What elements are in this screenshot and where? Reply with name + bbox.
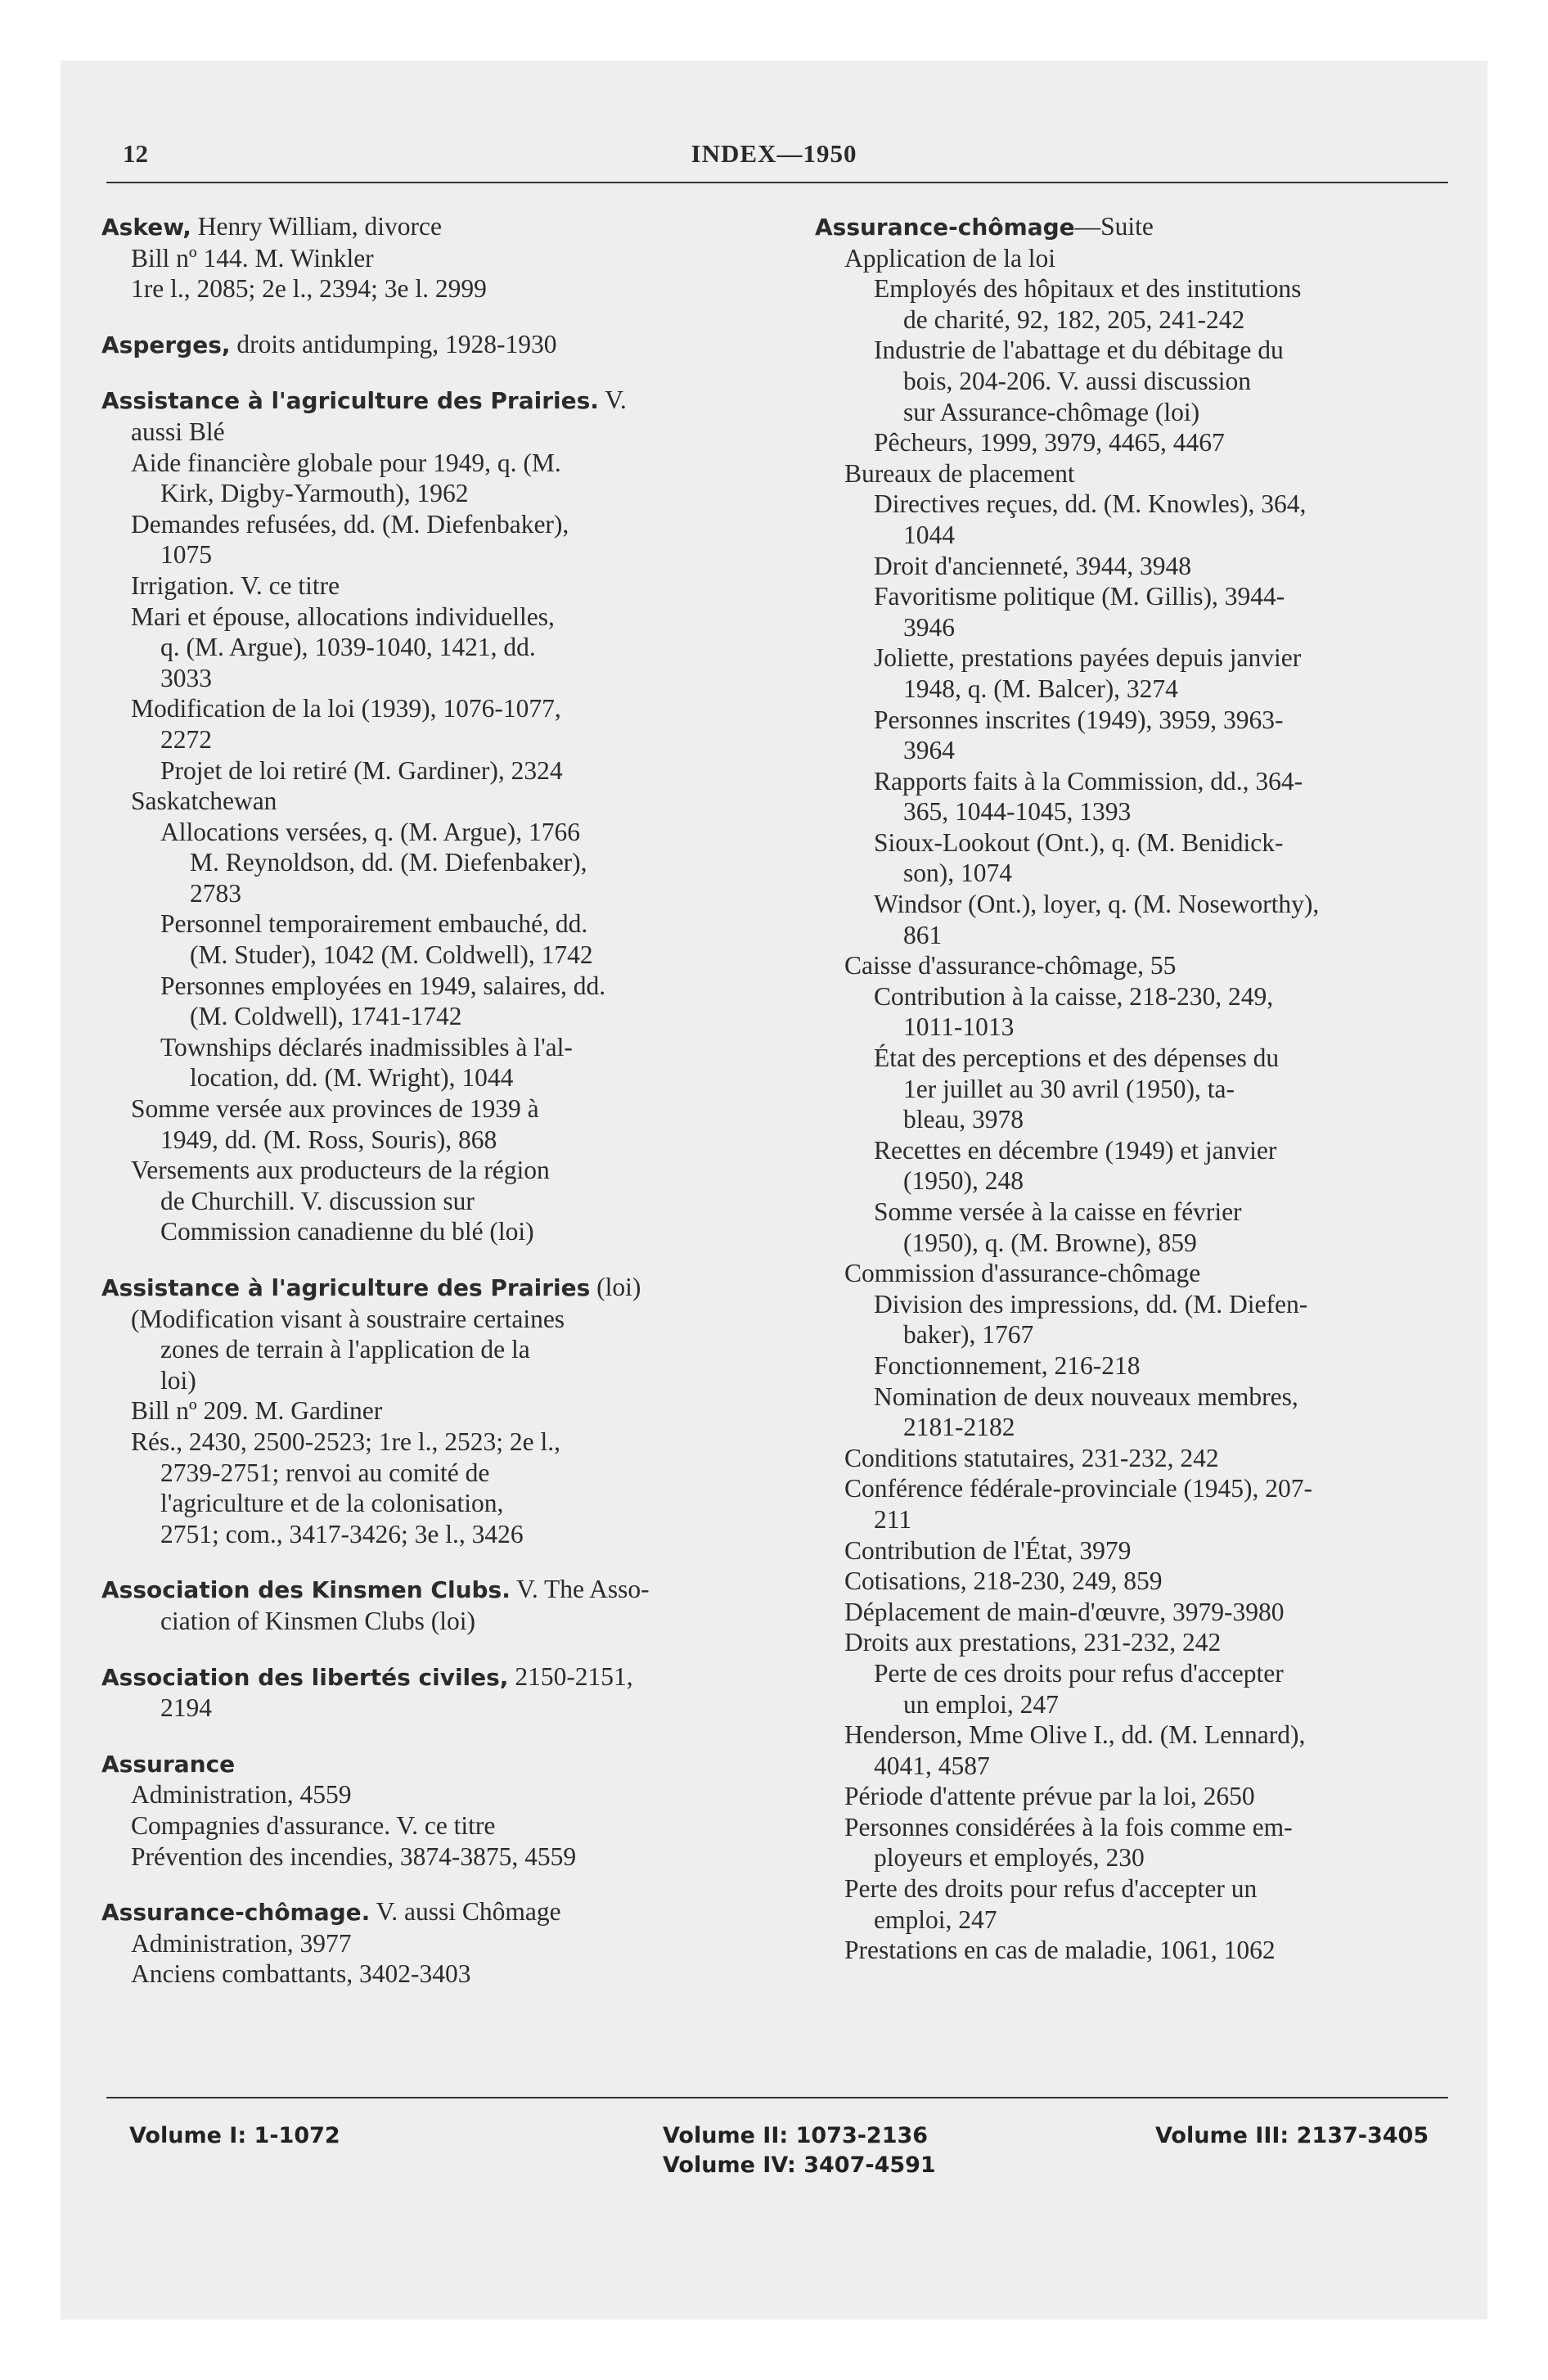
index-line bbox=[815, 304, 1461, 336]
entry-text: Administration, 4559 bbox=[131, 1780, 352, 1810]
index-line bbox=[815, 1842, 1461, 1873]
entry-text: 1er juillet au 30 avril (1950), ta- bbox=[903, 1074, 1235, 1103]
index-line bbox=[815, 1658, 1461, 1689]
entry-text: sur Assurance-chômage (loi) bbox=[903, 397, 1200, 426]
index-line bbox=[815, 1935, 1461, 1966]
index-line bbox=[101, 1896, 797, 1928]
index-line bbox=[101, 478, 797, 509]
index-line bbox=[101, 1001, 797, 1032]
entry-text: zones de terrain à l'application de la bbox=[160, 1335, 530, 1364]
entry-text: Bureaux de placement bbox=[844, 458, 1075, 488]
entry-headword: Assurance-chômage. bbox=[101, 1899, 371, 1927]
entry-text: (1950), q. (M. Browne), 859 bbox=[903, 1228, 1197, 1257]
index-line bbox=[101, 1661, 797, 1693]
entry-text: 1075 bbox=[160, 540, 212, 570]
index-line bbox=[815, 211, 1461, 243]
entry-text: Aide financière globale pour 1949, q. (M. bbox=[131, 448, 561, 477]
index-entry-assistance-agriculture-prairies bbox=[101, 385, 797, 1247]
index-line bbox=[815, 1135, 1461, 1166]
entry-text: 2272 bbox=[160, 724, 212, 754]
entry-text: Nomination de deux nouveaux membres, bbox=[874, 1382, 1298, 1411]
index-entry-assistance-agriculture-prairies-loi bbox=[101, 1272, 797, 1549]
entry-text: 3033 bbox=[160, 663, 212, 692]
entry-text: Somme versée à la caisse en février bbox=[874, 1197, 1242, 1226]
entry-text: 1011-1013 bbox=[903, 1012, 1015, 1042]
index-line bbox=[815, 273, 1461, 304]
entry-text: Somme versée aux provinces de 1939 à bbox=[131, 1094, 539, 1124]
index-line bbox=[101, 1032, 797, 1063]
entry-text: (Modification visant à soustraire certaines bbox=[131, 1304, 565, 1333]
index-line bbox=[815, 705, 1461, 736]
entry-text: Commission d'assurance-chômage bbox=[844, 1259, 1201, 1288]
index-line bbox=[815, 520, 1461, 551]
volume-4: Volume IV: 3407-4591 bbox=[663, 2152, 936, 2178]
entry-text: Commission canadienne du blé (loi) bbox=[160, 1217, 534, 1246]
index-entry-assurance-chomage bbox=[101, 1896, 797, 1990]
index-line bbox=[101, 1748, 797, 1780]
index-line bbox=[101, 602, 797, 633]
entry-text: Personnes employées en 1949, salaires, dd. bbox=[160, 971, 606, 1000]
header-rule bbox=[106, 182, 1448, 183]
volume-2: Volume II: 1073-2136 bbox=[663, 2123, 929, 2148]
index-line bbox=[815, 1627, 1461, 1658]
footer-rule bbox=[106, 2097, 1448, 2098]
entry-text: emploi, 247 bbox=[874, 1904, 997, 1934]
index-line bbox=[101, 1928, 797, 1959]
right-column bbox=[815, 211, 1461, 1990]
index-line bbox=[101, 1365, 797, 1396]
entry-text: Perte de ces droits pour refus d'accepter bbox=[874, 1658, 1284, 1688]
index-line bbox=[101, 1395, 797, 1427]
entry-text: Mari et épouse, allocations individuelles, bbox=[131, 602, 555, 631]
entry-text: 2739-2751; renvoi au comité de bbox=[160, 1458, 490, 1487]
volume-3: Volume III: 2137-3405 bbox=[1155, 2123, 1429, 2148]
page-number: 12 bbox=[123, 139, 148, 168]
entry-text: Joliette, prestations payées depuis janvier bbox=[874, 643, 1302, 673]
entry-text: son), 1074 bbox=[903, 859, 1012, 888]
index-line bbox=[101, 273, 797, 304]
entry-text: Perte des droits pour refus d'accepter un bbox=[844, 1874, 1258, 1904]
entry-text: Fonctionnement, 216-218 bbox=[874, 1350, 1141, 1380]
entry-text: Industrie de l'abattage et du débitage du bbox=[874, 336, 1284, 365]
index-line bbox=[815, 1104, 1461, 1135]
index-line bbox=[815, 397, 1461, 428]
entry-text: bleau, 3978 bbox=[903, 1105, 1024, 1134]
entry-text: 211 bbox=[874, 1504, 912, 1534]
entry-text: Administration, 3977 bbox=[131, 1928, 352, 1958]
entry-text: Windsor (Ont.), loyer, q. (M. Noseworthy), bbox=[874, 890, 1320, 919]
entry-text: 3964 bbox=[903, 736, 955, 765]
entry-text: Favoritisme politique (M. Gillis), 3944- bbox=[874, 582, 1285, 611]
entry-text: Kirk, Digby-Yarmouth), 1962 bbox=[160, 479, 469, 508]
entry-text: —Suite bbox=[1074, 212, 1154, 241]
entry-text: Directives reçues, dd. (M. Knowles), 364, bbox=[874, 489, 1307, 519]
entry-headword: Association des libertés civiles, bbox=[101, 1663, 509, 1691]
entry-text: 2150-2151, bbox=[508, 1661, 633, 1691]
entry-headword: Assistance à l'agriculture des Prairies bbox=[101, 1274, 591, 1301]
index-line bbox=[815, 1812, 1461, 1843]
index-line bbox=[815, 858, 1461, 889]
index-line bbox=[815, 1443, 1461, 1474]
index-line bbox=[101, 724, 797, 755]
index-line bbox=[815, 489, 1461, 520]
index-line bbox=[101, 1186, 797, 1217]
index-line bbox=[101, 539, 797, 570]
entry-text: Sioux-Lookout (Ont.), q. (M. Benidick- bbox=[874, 827, 1284, 857]
index-line bbox=[815, 1382, 1461, 1413]
entry-text: Saskatchewan bbox=[131, 787, 277, 816]
index-line bbox=[815, 551, 1461, 582]
index-line bbox=[101, 1779, 797, 1810]
index-line bbox=[815, 1289, 1461, 1320]
index-line bbox=[815, 581, 1461, 612]
entry-text: aussi Blé bbox=[131, 417, 225, 446]
index-entry-assurance-chomage-suite bbox=[815, 211, 1461, 1966]
index-line bbox=[815, 1473, 1461, 1504]
entry-headword: Assistance à l'agriculture des Prairies. bbox=[101, 387, 599, 415]
entry-text: (loi) bbox=[590, 1273, 641, 1301]
entry-text: Division des impressions, dd. (M. Diefen- bbox=[874, 1289, 1308, 1318]
entry-text: Période d'attente prévue par la loi, 2650 bbox=[844, 1782, 1255, 1811]
entry-text: V. bbox=[598, 385, 627, 415]
index-line bbox=[815, 1074, 1461, 1105]
entry-text: (M. Studer), 1042 (M. Coldwell), 1742 bbox=[190, 940, 593, 970]
entry-text: Droits aux prestations, 231-232, 242 bbox=[844, 1628, 1222, 1657]
left-column bbox=[101, 211, 797, 2014]
entry-headword: Asperges, bbox=[101, 331, 231, 358]
entry-text: Townships déclarés inadmissibles à l'al- bbox=[160, 1032, 573, 1062]
entry-text: (1950), 248 bbox=[903, 1166, 1024, 1196]
index-line bbox=[815, 1535, 1461, 1566]
index-line bbox=[101, 940, 797, 971]
entry-text: Modification de la loi (1939), 1076-1077, bbox=[131, 694, 561, 723]
index-line bbox=[815, 889, 1461, 920]
entry-headword: Assurance bbox=[101, 1750, 236, 1778]
index-line bbox=[101, 1062, 797, 1093]
index-line bbox=[815, 1566, 1461, 1597]
entry-text: Rés., 2430, 2500-2523; 1re l., 2523; 2e l., bbox=[131, 1427, 560, 1456]
entry-text: Cotisations, 218-230, 249, 859 bbox=[844, 1566, 1163, 1596]
entry-text: Droit d'ancienneté, 3944, 3948 bbox=[874, 551, 1191, 580]
index-line bbox=[101, 1810, 797, 1841]
entry-text: V. aussi Chômage bbox=[370, 1897, 561, 1927]
index-line bbox=[101, 1519, 797, 1550]
index-line bbox=[101, 509, 797, 540]
index-line bbox=[101, 1155, 797, 1186]
entry-text: 4041, 4587 bbox=[874, 1751, 990, 1780]
index-line bbox=[101, 847, 797, 878]
index-line bbox=[101, 1574, 797, 1606]
running-title: INDEX—1950 bbox=[691, 139, 857, 168]
entry-text: de Churchill. V. discussion sur bbox=[160, 1186, 475, 1215]
entry-text: un emploi, 247 bbox=[903, 1689, 1059, 1719]
index-line bbox=[815, 1904, 1461, 1936]
index-entry-association-kinsmen bbox=[101, 1574, 797, 1636]
entry-text: Prestations en cas de maladie, 1061, 1062 bbox=[844, 1936, 1276, 1965]
index-line bbox=[815, 950, 1461, 981]
index-line bbox=[101, 1427, 797, 1458]
entry-headword: Assurance-chômage bbox=[815, 214, 1075, 241]
index-line bbox=[101, 1488, 797, 1519]
index-line bbox=[815, 1751, 1461, 1782]
index-line bbox=[815, 1873, 1461, 1904]
index-line bbox=[815, 335, 1461, 366]
entry-headword: Association des Kinsmen Clubs. bbox=[101, 1576, 511, 1604]
entry-text: ployeurs et employés, 230 bbox=[874, 1843, 1145, 1873]
entry-text: 1044 bbox=[903, 520, 955, 549]
index-line bbox=[815, 427, 1461, 458]
entry-text: Employés des hôpitaux et des institutions bbox=[874, 274, 1302, 304]
entry-text: 2751; com., 3417-3426; 3e l., 3426 bbox=[160, 1519, 524, 1548]
index-line bbox=[815, 674, 1461, 705]
entry-text: État des perceptions et des dépenses du bbox=[874, 1044, 1280, 1073]
index-line bbox=[815, 766, 1461, 797]
index-line bbox=[101, 908, 797, 940]
index-line bbox=[815, 458, 1461, 489]
index-entry-assurance bbox=[101, 1748, 797, 1872]
entry-text: bois, 204-206. V. aussi discussion bbox=[903, 366, 1252, 395]
index-line bbox=[101, 570, 797, 602]
index-entry-askew bbox=[101, 211, 797, 304]
entry-text: baker), 1767 bbox=[903, 1320, 1034, 1350]
index-line bbox=[815, 1597, 1461, 1628]
entry-text: location, dd. (M. Wright), 1044 bbox=[190, 1063, 514, 1093]
entry-text: Conditions statutaires, 231-232, 242 bbox=[844, 1443, 1219, 1472]
index-line bbox=[815, 1258, 1461, 1289]
index-line bbox=[101, 663, 797, 694]
index-line bbox=[101, 1334, 797, 1365]
index-line bbox=[101, 1272, 797, 1304]
index-line bbox=[815, 1228, 1461, 1259]
index-line bbox=[815, 1720, 1461, 1751]
index-line bbox=[815, 1319, 1461, 1350]
entry-text: Anciens combattants, 3402-3403 bbox=[131, 1959, 471, 1989]
index-line bbox=[815, 642, 1461, 674]
entry-text: Allocations versées, q. (M. Argue), 1766 bbox=[160, 817, 580, 846]
index-line bbox=[815, 1165, 1461, 1197]
index-line bbox=[815, 1350, 1461, 1382]
entry-text: 1949, dd. (M. Ross, Souris), 868 bbox=[160, 1125, 497, 1154]
volume-1: Volume I: 1-1072 bbox=[129, 2123, 340, 2148]
entry-text: 1948, q. (M. Balcer), 3274 bbox=[903, 674, 1178, 703]
index-line bbox=[815, 1012, 1461, 1043]
entry-text: Contribution à la caisse, 218-230, 249, bbox=[874, 981, 1274, 1011]
entry-text: droits antidumping, 1928-1930 bbox=[230, 329, 557, 358]
index-line bbox=[101, 385, 797, 417]
entry-text: Bill nº 144. M. Winkler bbox=[131, 243, 374, 273]
index-line bbox=[101, 878, 797, 909]
entry-text: Contribution de l'État, 3979 bbox=[844, 1535, 1132, 1565]
entry-headword: Askew, bbox=[101, 214, 191, 241]
index-line bbox=[101, 632, 797, 663]
entry-text: Projet de loi retiré (M. Gardiner), 2324 bbox=[160, 755, 563, 785]
index-line bbox=[101, 1458, 797, 1489]
entry-text: Pêcheurs, 1999, 3979, 4465, 4467 bbox=[874, 428, 1225, 458]
index-line bbox=[815, 1689, 1461, 1720]
entry-text: (M. Coldwell), 1741-1742 bbox=[190, 1002, 462, 1031]
entry-text: de charité, 92, 182, 205, 241-242 bbox=[903, 304, 1245, 334]
index-line bbox=[101, 755, 797, 787]
entry-text: 861 bbox=[903, 920, 943, 949]
entry-text: 2783 bbox=[190, 878, 241, 908]
entry-text: Conférence fédérale-provinciale (1945), 207- bbox=[844, 1474, 1312, 1503]
index-line bbox=[815, 1781, 1461, 1812]
entry-text: Henry William, divorce bbox=[191, 212, 442, 241]
entry-text: Bill nº 209. M. Gardiner bbox=[131, 1396, 383, 1426]
entry-text: Versements aux producteurs de la région bbox=[131, 1156, 550, 1185]
index-line bbox=[815, 981, 1461, 1012]
entry-text: Caisse d'assurance-chômage, 55 bbox=[844, 951, 1177, 980]
entry-text: Irrigation. V. ce titre bbox=[131, 570, 340, 600]
entry-text: Personnel temporairement embauché, dd. bbox=[160, 909, 588, 939]
index-line bbox=[101, 329, 797, 361]
entry-text: Compagnies d'assurance. V. ce titre bbox=[131, 1810, 496, 1840]
index-line bbox=[815, 366, 1461, 397]
index-line bbox=[101, 1125, 797, 1156]
entry-text: Application de la loi bbox=[844, 243, 1056, 273]
index-line bbox=[101, 211, 797, 243]
entry-text: Déplacement de main-d'œuvre, 3979-3980 bbox=[844, 1597, 1285, 1626]
entry-text: Personnes inscrites (1949), 3959, 3963- bbox=[874, 705, 1284, 734]
entry-text: M. Reynoldson, dd. (M. Diefenbaker), bbox=[190, 848, 587, 877]
index-page bbox=[61, 61, 1487, 2319]
entry-text: ciation of Kinsmen Clubs (loi) bbox=[160, 1606, 475, 1635]
index-entry-association-libertes-civiles bbox=[101, 1661, 797, 1724]
index-line bbox=[815, 1412, 1461, 1443]
entry-text: Rapports faits à la Commission, dd., 364- bbox=[874, 766, 1303, 796]
index-line bbox=[101, 243, 797, 274]
entry-text: l'agriculture et de la colonisation, bbox=[160, 1489, 504, 1518]
index-line bbox=[815, 243, 1461, 274]
index-line bbox=[101, 417, 797, 448]
index-line bbox=[815, 920, 1461, 951]
index-line bbox=[815, 1043, 1461, 1074]
entry-text: 3946 bbox=[903, 612, 955, 642]
index-line bbox=[815, 796, 1461, 827]
entry-text: Prévention des incendies, 3874-3875, 4559 bbox=[131, 1841, 577, 1871]
index-line bbox=[815, 612, 1461, 643]
index-line bbox=[815, 735, 1461, 766]
index-line bbox=[101, 971, 797, 1002]
index-line bbox=[815, 1504, 1461, 1535]
index-line bbox=[101, 786, 797, 817]
index-entry-asperges bbox=[101, 329, 797, 361]
index-line bbox=[101, 1606, 797, 1637]
entry-text: q. (M. Argue), 1039-1040, 1421, dd. bbox=[160, 633, 536, 662]
entry-text: 1re l., 2085; 2e l., 2394; 3e l. 2999 bbox=[131, 274, 487, 304]
entry-text: 2181-2182 bbox=[903, 1413, 1015, 1442]
index-line bbox=[815, 827, 1461, 859]
entry-text: Personnes considérées à la fois comme em- bbox=[844, 1812, 1293, 1841]
index-line bbox=[101, 1841, 797, 1873]
entry-text: Demandes refusées, dd. (M. Diefenbaker), bbox=[131, 509, 569, 539]
index-line bbox=[101, 1693, 797, 1724]
index-line bbox=[101, 1304, 797, 1335]
entry-text: loi) bbox=[160, 1365, 196, 1395]
entry-text: 2194 bbox=[160, 1693, 212, 1723]
entry-text: Henderson, Mme Olive I., dd. (M. Lennard), bbox=[844, 1720, 1306, 1750]
index-line bbox=[101, 1959, 797, 1990]
index-line bbox=[815, 1197, 1461, 1228]
entry-text: 365, 1044-1045, 1393 bbox=[903, 797, 1132, 827]
index-line bbox=[101, 817, 797, 848]
index-line bbox=[101, 1093, 797, 1125]
index-line bbox=[101, 448, 797, 479]
index-line bbox=[101, 693, 797, 724]
index-line bbox=[101, 1216, 797, 1247]
entry-text: V. The Asso- bbox=[510, 1575, 650, 1604]
entry-text: Recettes en décembre (1949) et janvier bbox=[874, 1135, 1277, 1165]
